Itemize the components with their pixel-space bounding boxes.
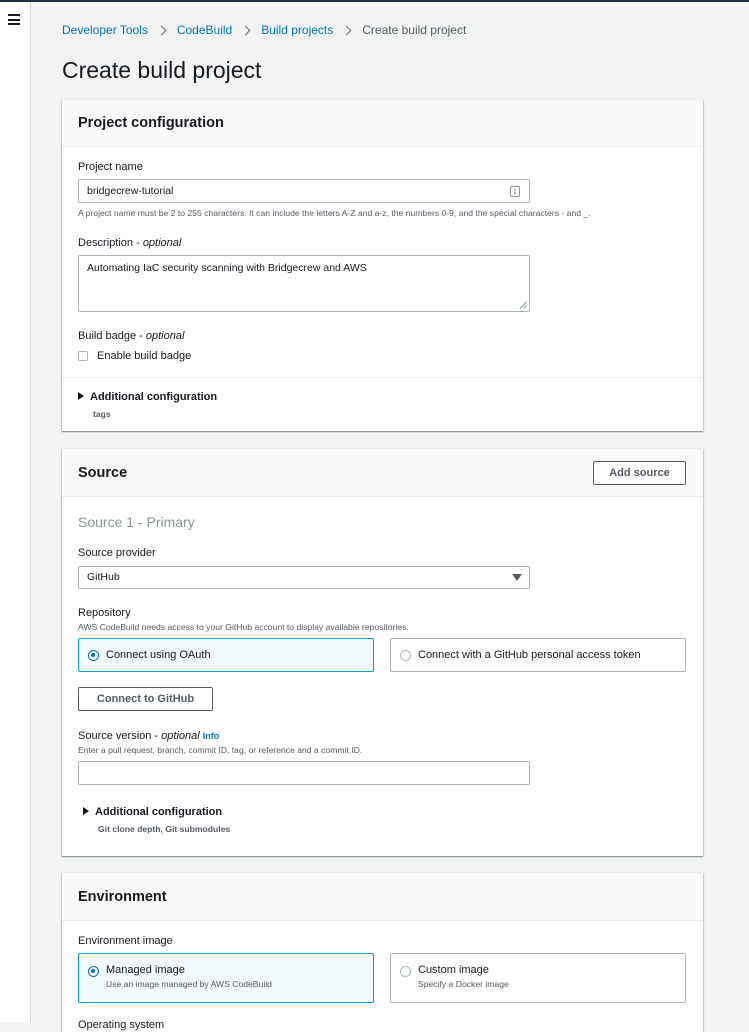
panel-header <box>62 100 703 147</box>
radio-selected-icon <box>88 966 99 977</box>
info-link[interactable]: Info <box>202 731 220 741</box>
project-name-label: Project name <box>78 161 143 173</box>
environment-panel <box>62 872 703 1032</box>
panel-heading: Project configuration <box>78 115 224 131</box>
source-version-input[interactable] <box>78 761 530 785</box>
managed-image-option[interactable] <box>78 953 374 1003</box>
managed-image-label: Managed image <box>106 964 185 976</box>
source-version-hint: Enter a pull request, branch, commit ID, tag, or reference and a commit ID. <box>78 745 363 755</box>
source-additional-configuration-subtitle: Git clone depth, Git submodules <box>98 824 231 834</box>
main-content <box>32 2 749 1031</box>
radio-selected-icon <box>88 650 99 661</box>
source-panel <box>62 448 703 856</box>
connect-to-github-button[interactable]: Connect to GitHub <box>78 687 213 711</box>
operating-system-label: Operating system <box>78 1019 165 1031</box>
build-badge-label: Build badge - optional <box>78 330 185 342</box>
caret-right-icon <box>78 392 84 400</box>
page-title: Create build project <box>62 57 262 83</box>
panel-heading: Environment <box>78 889 167 905</box>
description-value: Automating IaC security scanning with Bridgecrew and AWS <box>87 262 367 274</box>
connect-token-option[interactable] <box>390 638 686 672</box>
repository-hint: AWS CodeBuild needs access to your GitHub account to display available repositories. <box>78 622 409 632</box>
repository-label: Repository <box>78 607 131 619</box>
panel-header <box>62 873 703 921</box>
connect-oauth-label: Connect using OAuth <box>106 649 211 661</box>
source-provider-value: GitHub <box>87 571 120 583</box>
description-label: Description - optional <box>78 237 182 249</box>
source-provider-select[interactable] <box>78 566 530 589</box>
side-navigation <box>0 2 31 1022</box>
enable-build-badge-checkbox[interactable] <box>78 351 88 361</box>
description-textarea[interactable] <box>78 255 530 312</box>
custom-image-label: Custom image <box>418 964 489 976</box>
breadcrumb-codebuild[interactable]: CodeBuild <box>176 23 233 37</box>
panel-header <box>62 449 703 497</box>
chevron-right-icon <box>241 25 251 35</box>
radio-icon <box>400 966 411 977</box>
chevron-right-icon <box>156 25 166 35</box>
source-version-label: Source version - optional Info <box>78 730 220 742</box>
custom-image-description: Specify a Docker image <box>418 979 509 989</box>
resize-handle-icon[interactable] <box>519 301 527 309</box>
breadcrumb-build-projects[interactable]: Build projects <box>261 23 334 37</box>
project-configuration-panel <box>62 99 703 431</box>
project-name-value: bridgecrew-tutorial <box>87 185 174 197</box>
divider <box>62 377 703 378</box>
source-primary-title: Source 1 - Primary <box>78 514 195 530</box>
chevron-right-icon <box>342 25 352 35</box>
caret-right-icon <box>83 807 89 815</box>
add-source-button[interactable]: Add source <box>593 461 686 485</box>
breadcrumb-current: Create build project <box>362 23 467 37</box>
menu-icon[interactable] <box>8 14 20 25</box>
connect-oauth-option[interactable] <box>78 638 374 672</box>
breadcrumb-developer-tools[interactable]: Developer Tools <box>62 23 148 37</box>
caret-down-icon <box>512 574 522 581</box>
breadcrumb <box>62 23 466 37</box>
environment-image-label: Environment image <box>78 935 173 947</box>
panel-heading: Source <box>78 465 128 481</box>
source-provider-label: Source provider <box>78 547 156 559</box>
radio-icon <box>400 650 411 661</box>
password-manager-icon[interactable] <box>510 186 520 197</box>
enable-build-badge-label[interactable]: Enable build badge <box>97 350 192 362</box>
connect-token-label: Connect with a GitHub personal access token <box>418 649 641 661</box>
additional-configuration-toggle[interactable]: Additional configuration <box>78 391 217 403</box>
custom-image-option[interactable] <box>390 953 686 1003</box>
source-additional-configuration-toggle[interactable]: Additional configuration <box>83 806 222 818</box>
additional-configuration-subtitle: tags <box>93 409 111 419</box>
managed-image-description: Use an image managed by AWS CodeBuild <box>106 979 272 989</box>
project-name-hint: A project name must be 2 to 255 characters. It can include the letters A-Z and a-z, the numbers 0-9, and the special characters - and _. <box>78 208 591 218</box>
project-name-input[interactable] <box>78 179 530 203</box>
